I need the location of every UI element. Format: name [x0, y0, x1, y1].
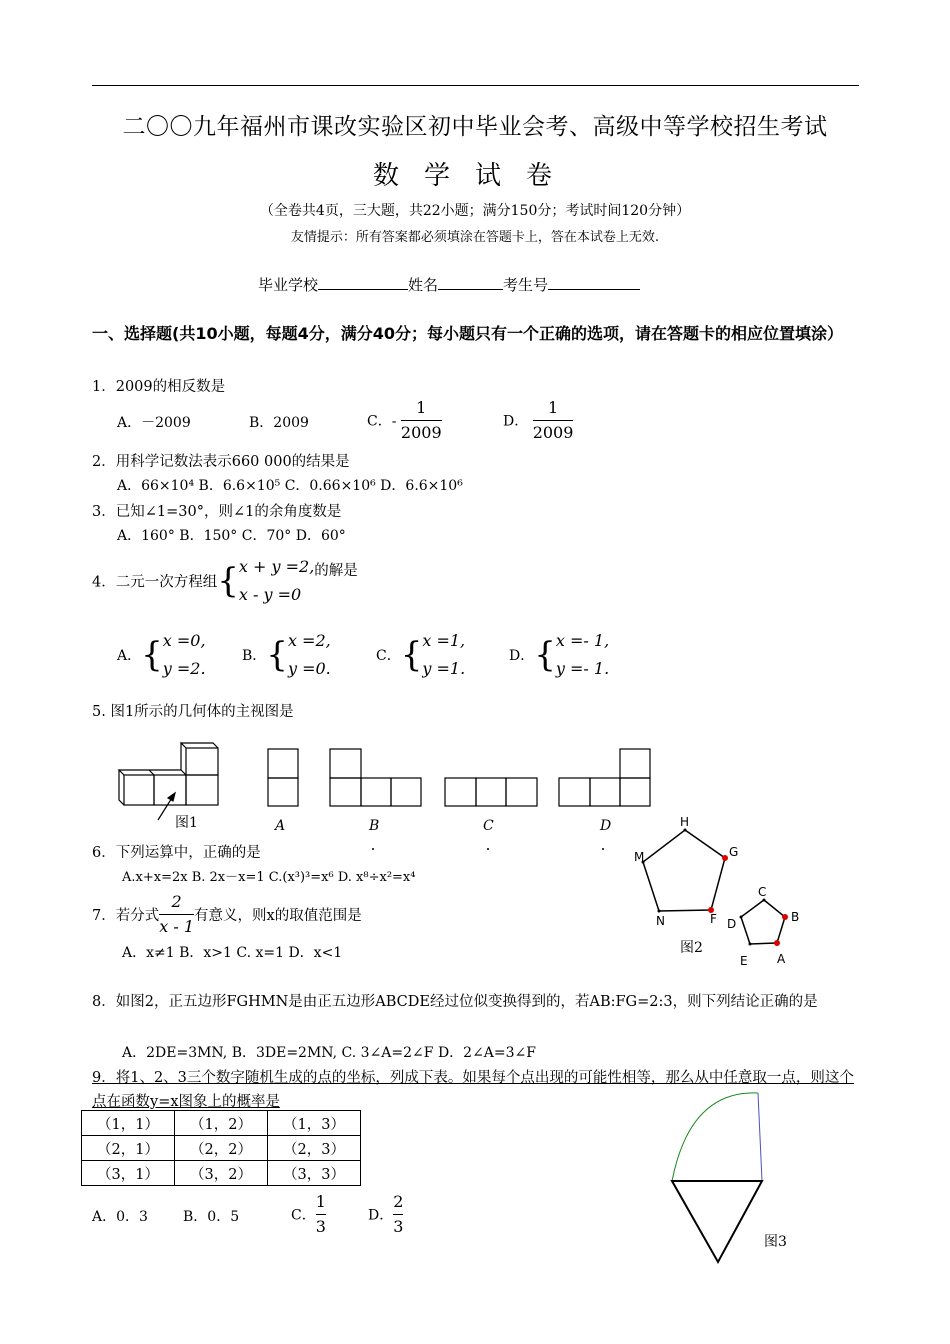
q4-prefix: 4．二元一次方程组 — [92, 574, 218, 591]
q8-stem: 8．如图2，正五边形FGHMN是由正五边形ABCDE经过位似变换得到的，若AB:FG=2:3，则下列结论正确的是 — [92, 994, 818, 1010]
fig1-option-b: B — [369, 818, 380, 834]
eq2: x - y =0 — [238, 585, 302, 604]
q2-options: A．66×10⁴ B．6.6×10⁵ C．0.66×10⁶ D．6.6×10⁶ — [117, 478, 463, 494]
fig1-option-d: D — [600, 818, 612, 834]
q7-suffix: 有意义，则x的取值范围是 — [194, 908, 362, 924]
fig2-label-e: E — [740, 954, 748, 968]
table-cell: （3，1） — [82, 1161, 175, 1186]
q1-stem: 1．2009的相反数是 — [92, 379, 226, 395]
q9-table — [81, 1110, 361, 1186]
q7-stem — [92, 890, 362, 939]
brace: { — [266, 635, 288, 675]
fig2-label-a: A — [777, 952, 786, 966]
brace: { — [400, 635, 423, 675]
brace: { — [141, 635, 163, 675]
frac-num: 1 — [547, 398, 559, 417]
exam-info: （全卷共4页，三大题，共22小题；满分150分；考试时间120分钟） — [259, 203, 691, 219]
frac-num: 2 — [393, 1192, 404, 1211]
exam-title: 二〇〇九年福州市课改实验区初中毕业会考、高级中等学校招生考试 — [122, 114, 828, 140]
line1: x =- 1, — [555, 631, 610, 650]
q2-stem: 2．用科学记数法表示660 000的结果是 — [92, 454, 350, 470]
fig2-label-b: B — [791, 910, 800, 924]
label: A． — [117, 648, 142, 664]
fraction — [393, 1190, 403, 1239]
fig2-caption: 图2 — [680, 940, 703, 956]
line2: y =0. — [287, 659, 331, 678]
fig2-label-m: M — [634, 850, 645, 864]
fig2-label-g: G — [729, 845, 739, 859]
fraction — [316, 1190, 326, 1239]
exam-subtitle: 数学试卷 — [372, 161, 577, 191]
q1-option-a: A．－2009 — [117, 415, 191, 431]
eq1: x + y =2, — [238, 557, 315, 576]
frac-num: 1 — [315, 1192, 326, 1211]
brace: { — [217, 561, 239, 601]
brace: { — [534, 635, 556, 675]
fig1-label: 图1 — [175, 815, 198, 831]
school-label: 毕业学校 — [258, 276, 319, 294]
line2: y =- 1. — [555, 659, 610, 678]
q3-options: A．160° B．150° C．70° D．60° — [117, 528, 346, 544]
frac-den: 3 — [316, 1214, 326, 1239]
q4-suffix: 的解是 — [314, 562, 358, 579]
q3-stem: 3．已知∠1=30°，则∠1的余角度数是 — [92, 504, 342, 520]
label: D． — [509, 648, 535, 664]
q1-c-label: C．- — [367, 413, 397, 430]
fig1-option-c: C — [483, 818, 494, 834]
line1: x =0, — [162, 631, 206, 650]
q9-option-b: B．0．5 — [183, 1209, 240, 1225]
q7-prefix: 7．若分式 — [92, 908, 160, 924]
table-cell: （2，1） — [82, 1136, 175, 1161]
table-cell: （2，3） — [268, 1136, 361, 1161]
fig2-label-n: N — [656, 914, 665, 928]
table-cell: （1，3） — [268, 1111, 361, 1136]
fig3-caption: 图3 — [764, 1234, 787, 1250]
frac-num: 2 — [171, 892, 182, 911]
table-cell: （2，2） — [175, 1136, 268, 1161]
number-label: 考生号 — [503, 276, 549, 294]
table-cell: （3，3） — [268, 1161, 361, 1186]
fig3-drawing — [672, 1093, 762, 1262]
fig1-options — [268, 749, 650, 806]
q1-option-b: B．2009 — [249, 415, 309, 431]
table-row — [82, 1161, 361, 1186]
frac-num: 1 — [416, 398, 427, 417]
label: D． — [368, 1207, 394, 1224]
q9-option-d — [368, 1190, 403, 1239]
line2: y =2. — [162, 659, 206, 678]
frac-den: 3 — [393, 1214, 403, 1239]
q7-options: A．x≠1 B．x>1 C. x=1 D．x<1 — [122, 945, 343, 961]
frac-den: 2009 — [533, 420, 574, 445]
fig1-solid — [119, 743, 218, 820]
table-row — [82, 1136, 361, 1161]
fig1-option-a: A — [275, 818, 286, 834]
table-cell: （1，2） — [175, 1111, 268, 1136]
q9-option-c — [291, 1190, 326, 1239]
q6-options: A.x+x=2x B. 2x－x=1 C.(x³)³=x⁶ D. x⁸÷x²=x⁴ — [122, 870, 416, 885]
fig1-dots — [372, 848, 604, 850]
q5-stem: 5. 图1所示的几何体的主视图是 — [92, 704, 294, 720]
fig2-label-c: C — [758, 885, 767, 899]
line2: y =1. — [422, 659, 466, 678]
line1: x =2, — [287, 631, 331, 650]
exam-tip: 友情提示：所有答案都必须填涂在答题卡上，答在本试卷上无效. — [290, 230, 660, 245]
frac-den: 2009 — [401, 420, 442, 445]
q9-stem: 9．将1、2、3三个数字随机生成的点的坐标，列成下表。如果每个点出现的可能性相等，那么从中任意取一点，则这个点在函数y=x图象上的概率是 — [92, 1070, 854, 1110]
table-row — [82, 1111, 361, 1136]
q9-option-a: A．0．3 — [92, 1209, 148, 1225]
q6-stem: 6．下列运算中，正确的是 — [92, 845, 261, 861]
name-label: 姓名 — [408, 276, 439, 294]
q8-options: A．2DE=3MN, B．3DE=2MN, C. 3∠A=2∠F D．2∠A=3∠F — [122, 1045, 537, 1061]
label: C． — [291, 1207, 316, 1224]
frac-den: x - 1 — [159, 914, 194, 939]
label: C． — [376, 648, 401, 664]
q1-d-label: D． — [503, 413, 529, 430]
fig2-label-d: D — [727, 917, 737, 931]
table-cell: （3，2） — [175, 1161, 268, 1186]
table-cell: （1，1） — [82, 1111, 175, 1136]
fig2-label-f: F — [710, 912, 717, 926]
section-1-title: 一、选择题(共10小题，每题4分，满分40分；每小题只有一个正确的选项，请在答题卡的相应位置填涂） — [92, 324, 843, 343]
line1: x =1, — [422, 631, 466, 650]
q7-fraction — [159, 890, 194, 939]
label: B． — [242, 648, 267, 664]
fig2-label-h: H — [680, 815, 690, 829]
